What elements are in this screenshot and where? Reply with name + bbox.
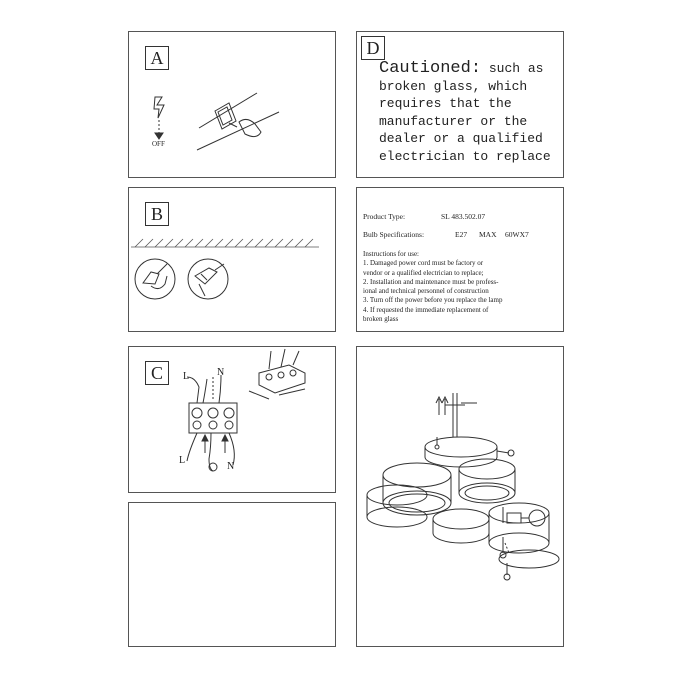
instruction-line: ional and technical personnel of construction [363,287,489,296]
panel-c [128,346,336,493]
instructions-title: Instructions for use: [363,250,419,258]
instruction-line: broken glass [363,315,399,324]
panel-b [128,187,336,332]
product-type-label: Product Type: [363,212,406,221]
bulb-base: E27 [455,230,468,239]
panel-specifications [356,187,564,332]
panel-a [128,31,336,178]
wire-l-top: L [183,371,190,382]
ceiling-lamp-icon [357,347,565,648]
terminal-block-icon [187,375,237,471]
caution-body: such as broken glass, which requires that the manufacturer or the dealer or a qualified electrician to replace [379,61,551,164]
wire-n-bottom: N [227,461,235,472]
switch-off-illustration [129,32,337,179]
wire-l-bottom: L [179,455,186,466]
ceiling-drilling-illustration [129,188,337,333]
instruction-line: 3. Turn off the power before you replace the lamp [363,296,503,305]
wall-switch-icon [197,93,279,150]
panel-blank [128,502,336,647]
down-arrow-icon [155,120,163,139]
instructions [363,250,563,324]
panel-assembly [356,346,564,647]
panel-d [356,31,564,178]
drill-icon [188,259,228,299]
bulb-spec-label: Bulb Specifications: [363,230,425,239]
connector-icon [249,349,305,399]
bulb-max: MAX [479,230,497,239]
ceiling-hatching [131,239,319,247]
panel-c-letter: C [145,361,169,385]
instruction-line: 4. If requested the immediate replacement of [363,305,489,314]
product-type-value: SL 483.502.07 [441,212,486,221]
insertion-arrow-icons [202,435,228,453]
bulb-power: 60WX7 [505,230,529,239]
caution-heading: Cautioned: [379,59,482,78]
panel-a-letter: A [145,46,169,70]
instruction-line: 1. Damaged power cord must be factory or [363,259,484,268]
caution-text [379,60,569,165]
screwdriver-icon [135,259,175,299]
off-label: OFF [152,140,165,148]
wire-n-top: N [217,367,225,378]
panel-b-letter: B [145,202,169,226]
panel-d-letter: D [361,36,385,60]
instruction-line: 2. Installation and maintenance must be profess- [363,277,499,286]
lightning-icon [154,97,164,118]
instruction-line: vendor or a qualified electrician to replace; [363,268,484,277]
